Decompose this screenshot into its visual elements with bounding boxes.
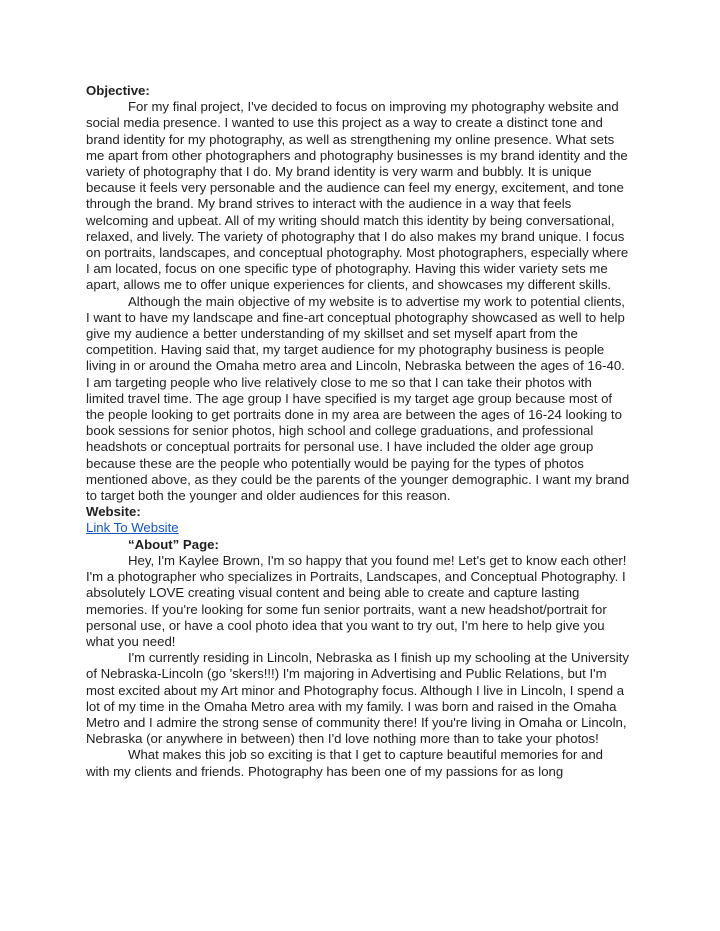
objective-paragraph-2: Although the main objective of my website is to advertise my work to potential clients, I want to have my landscape and fine-art conceptual photography showcased as well to help give my audience a better understanding of my skillset and set myself apart from the competition. Having said that, my target audience for my photography business is people living in or around the Omaha metro area and Lincoln, Nebraska between the ages of 16-40. I am targeting people who live relatively close to me so that I can take their photos with limited travel time. The age group I have specified is my target age group because most of the people looking to get portraits done in my area are between the ages of 16-24 looking to book sessions for senior photos, high school and college graduations, and professional headshots or conceptual portraits for personal use. I have included the older age group because these are the people who potentially would be paying for the types of photos mentioned above, as they could be the parents of the younger demographic. I want my brand to target both the younger and older audiences for this reason.	[86, 293, 630, 504]
about-paragraph-1: Hey, I'm Kaylee Brown, I'm so happy that you found me! Let's get to know each other! I'm a photographer who specializes in Portraits, Landscapes, and Conceptual Photography. I absolutely LOVE creating visual content and being able to create and capture lasting memories. If you're looking for some fun senior portraits, want a new headshot/portrait for personal use, or have a cool photo idea that you want to try out, I'm here to help give you what you need!	[86, 552, 627, 649]
website-heading: Website:	[86, 504, 141, 520]
website-link[interactable]: Link To Website	[86, 520, 179, 536]
about-paragraph-3: What makes this job so exciting is that I get to capture beautiful memories for and with my clients and friends. Photography has been one of my passions for as long	[86, 747, 603, 779]
about-paragraph-2: I'm currently residing in Lincoln, Nebraska as I finish up my schooling at the University of Nebraska-Lincoln (go 'skers!!!) I'm majoring in Advertising and Public Relations, but I'm most excited about my Art minor and Photography focus. Although I live in Lincoln, I spend a lot of my time in the Omaha Metro area with my family. I was born and raised in the Omaha Metro and I admire the strong sense of community there! If you're living in Omaha or Lincoln, Nebraska (or anywhere in between) then I'd love nothing more than to take your photos!	[86, 650, 629, 747]
objective-paragraph-1: For my final project, I've decided to focus on improving my photography website and social media presence. I wanted to use this project as a way to create a distinct tone and brand identity for my photography, as well as strengthening my online presence. What sets me apart from other photographers and photography businesses is my brand identity and the variety of photography that I do. My brand identity is very warm and bubbly. It is unique because it feels very personable and the audience can feel my energy, excitement, and tone through the brand. My brand strives to interact with the audience in a way that feels welcoming and upbeat. All of my writing should match this identity by being conversational, relaxed, and lively. The variety of photography that I do also makes my brand unique. I focus on portraits, landscapes, and conceptual photography. Most photographers, especially where I am located, focus on one specific type of photography. Having this wider variety sets me apart, allows me to offer unique experiences for clients, and showcases my different skills.	[86, 99, 629, 293]
about-page-heading: “About” Page:	[128, 536, 219, 552]
objective-heading: Objective:	[86, 83, 150, 98]
